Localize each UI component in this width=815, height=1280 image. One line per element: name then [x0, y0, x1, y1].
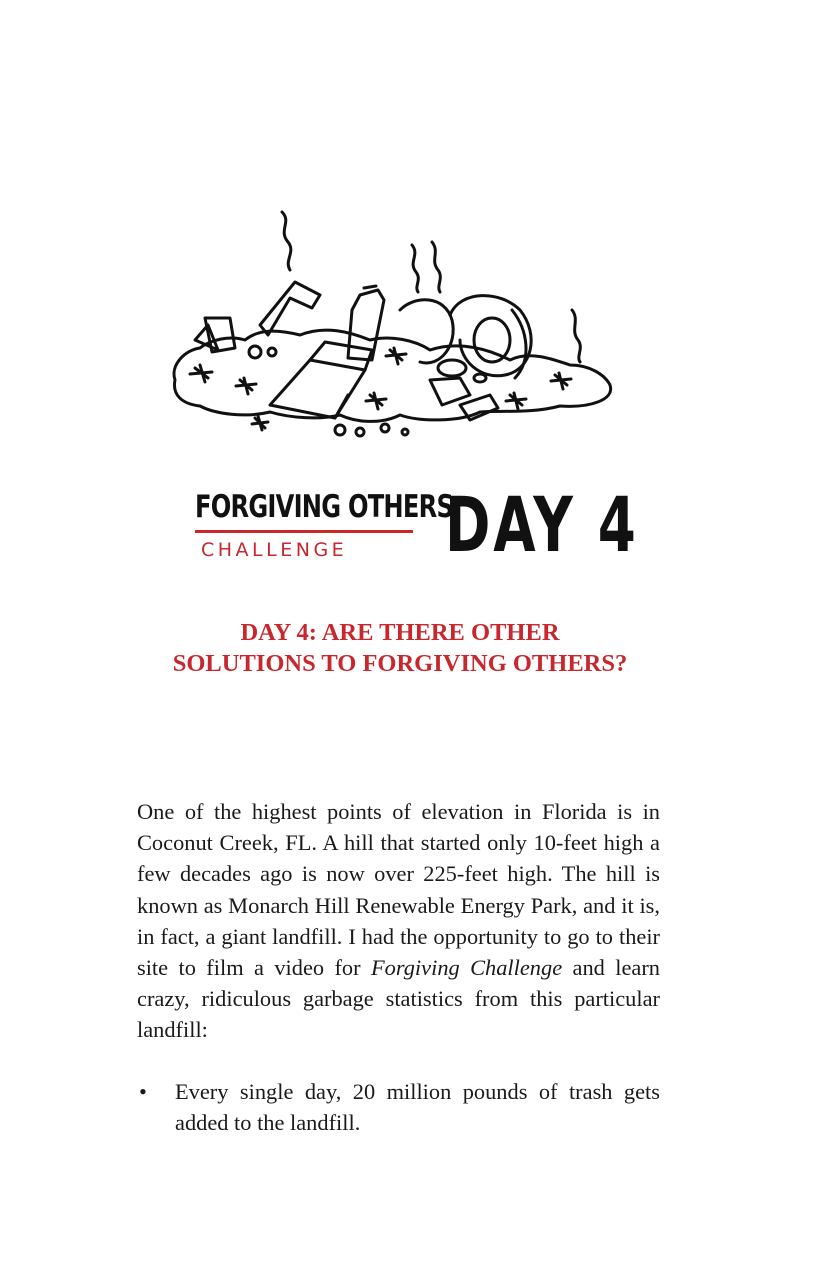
chapter-title-line-2: SOLUTIONS TO FORGIVING OTHERS?: [172, 650, 628, 677]
body-paragraph: [137, 796, 660, 1046]
chapter-title-line-1: DAY 4: ARE THERE OTHER: [240, 619, 560, 646]
paragraph-text-before: One of the highest points of elevation in Florida is in Coconut Creek, FL. A hill that started only 10-feet high a few decades ago is now over 225-feet high. The hill is known as Monarch Hill Renewable Energy Park, and it is, in fact, a giant landfill. I had the opportunity to go to their site to film a video for: [137, 799, 660, 981]
banner-title: FORGIVING OTHERS: [195, 489, 454, 525]
bullet-marker: •: [139, 1079, 147, 1104]
challenge-banner: [195, 480, 639, 580]
list-item: [137, 1076, 660, 1138]
banner-divider: [195, 530, 413, 533]
banner-day-label: DAY 4: [445, 480, 639, 569]
banner-logo: [195, 489, 454, 561]
trash-pile-illustration: [160, 200, 650, 450]
bullet-text: Every single day, 20 million pounds of trash gets added to the landfill.: [175, 1079, 660, 1136]
chapter-title: [100, 617, 700, 679]
book-title: Forgiving Challenge: [370, 955, 563, 981]
paragraph-text-after: and learn crazy, ridiculous garbage statistics from this particular landfill:: [137, 955, 661, 1043]
bullet-list: [137, 1076, 660, 1138]
banner-subtitle: CHALLENGE: [201, 539, 348, 561]
